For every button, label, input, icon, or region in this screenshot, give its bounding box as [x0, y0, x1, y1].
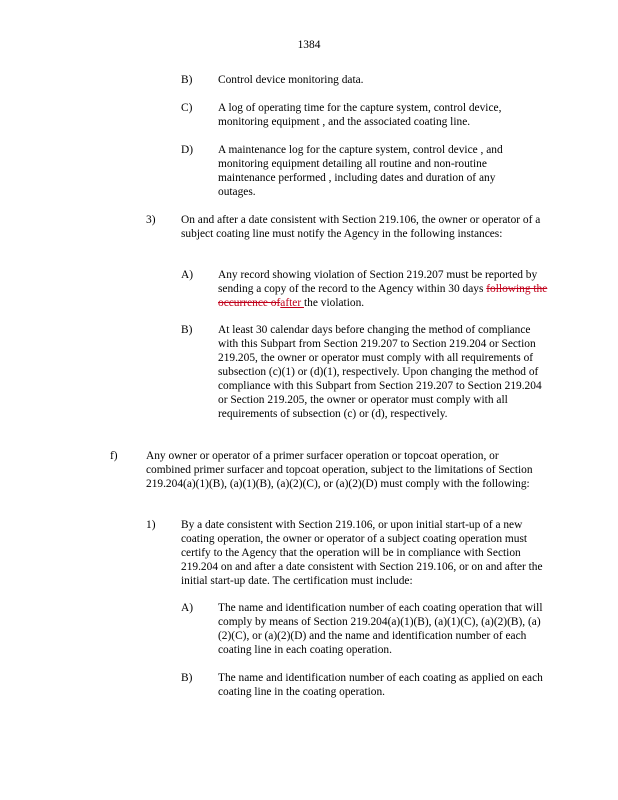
item-label: f) — [110, 450, 118, 462]
item-text: By a date consistent with Section 219.106, or upon initial start-up of a new coating operation, the owner or operator of a subject coating operation must certify to the Agency that the operation will be in compliance with Section 219.204 on and after a date consistent with Section 219.106, or on and after the initial start-up date. The certification must include: — [181, 519, 543, 587]
item-label: B) — [181, 74, 193, 86]
item-label: C) — [181, 102, 193, 114]
item-label: B) — [181, 324, 193, 336]
deleted-text: following the occurrence of — [218, 283, 548, 309]
item-label: D) — [181, 144, 194, 156]
item-text: At least 30 calendar days before changing the method of compliance with this Subpart from Section 219.207 to Section 219.204 or Section 219.205, the owner or operator must comply with all requirements of subsection (c)(1) or (d)(1), respectively. Upon changing the method of compliance with this Subpart from Section 219.207 to Section 219.204 or Section 219.205, the owner or operator must comply with all requirements of subsection (c) or (d), respectively. — [218, 324, 542, 420]
item-text: A log of operating time for the capture system, control device, monitoring equipment , and the associated coating line. — [218, 102, 502, 128]
item-text: On and after a date consistent with Section 219.106, the owner or operator of a subject coating line must notify the Agency in the following instances: — [181, 214, 541, 240]
inserted-text: after — [280, 297, 305, 309]
item-label: A) — [181, 269, 194, 281]
item-label: 1) — [146, 519, 156, 531]
page-number: 1384 — [297, 39, 321, 51]
item-text — [218, 268, 548, 310]
text-before: Any record showing violation of Section 219.207 must be reported by sending a copy of the record to the Agency within 30 days — [218, 269, 538, 295]
text-after: the violation. — [304, 297, 365, 309]
item-text: A maintenance log for the capture system, control device , and monitoring equipment detailing all routine and non-routine maintenance performed , including dates and duration of any outages. — [218, 144, 503, 198]
item-text: Control device monitoring data. — [218, 74, 364, 86]
item-label: B) — [181, 672, 193, 684]
item-label: 3) — [146, 214, 156, 226]
item-text: Any owner or operator of a primer surfacer operation or topcoat operation, or combined primer surfacer and topcoat operation, subject to the limitations of Section 219.204(a)(1)(B), (a)(1)(B), (a)(2)(C), or (a)(2)(D) must comply with the following: — [146, 450, 533, 490]
item-text: The name and identification number of each coating as applied on each coating line in the coating operation. — [218, 672, 543, 698]
item-text: The name and identification number of each coating operation that will comply by means of Section 219.204(a)(1)(B), (a)(1)(C), (a)(2)(B), (a)(2)(C), or (a)(2)(D) and the name and identification number of each coating line in each coating operation. — [218, 602, 543, 656]
item-label: A) — [181, 602, 194, 614]
